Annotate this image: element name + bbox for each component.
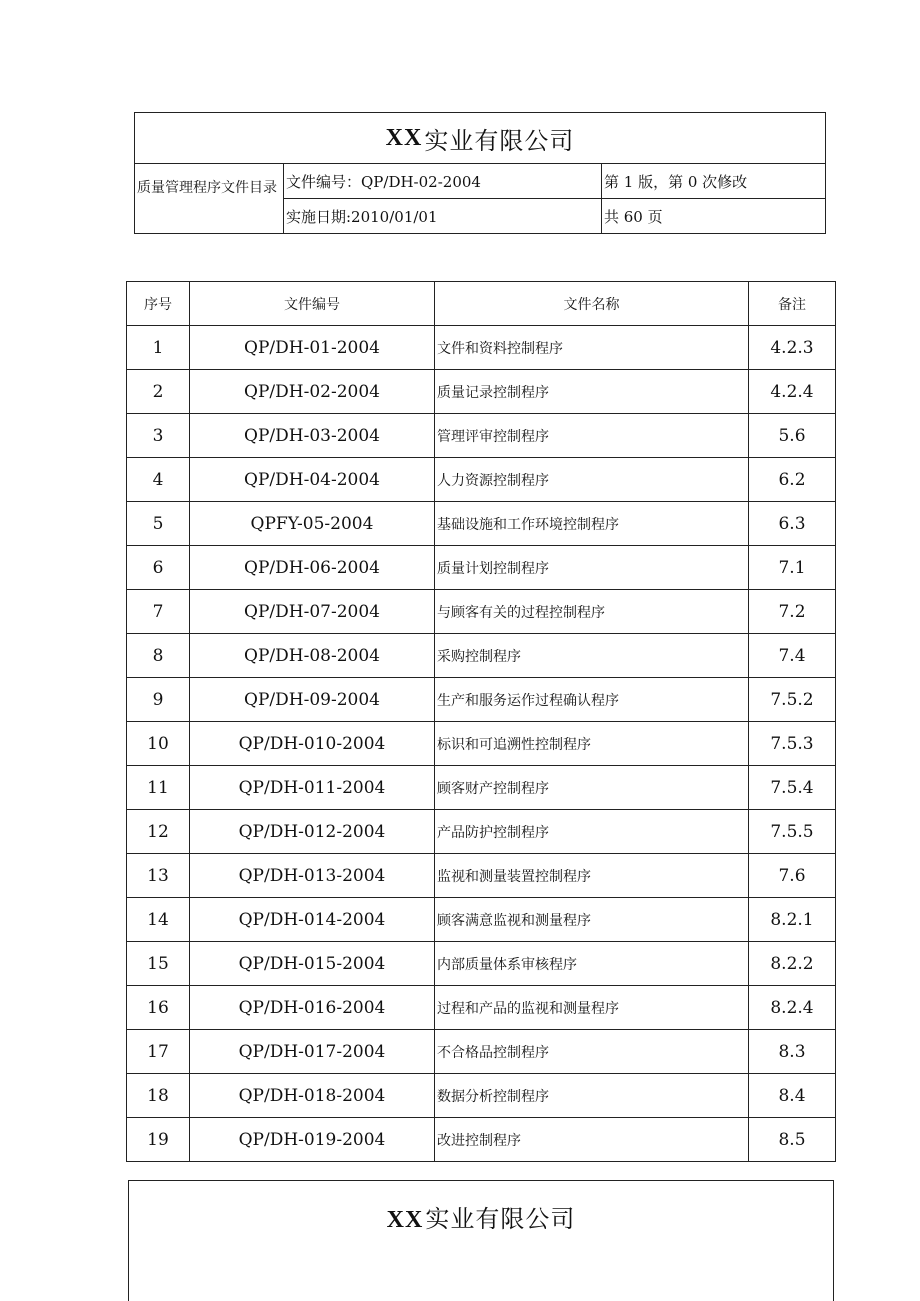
next-page-header [128,1180,834,1301]
next-company-name-prefix: XX [386,1207,424,1233]
cell-no: 10 [127,722,190,766]
cell-note: 7.4 [749,634,836,678]
cell-name: 不合格品控制程序 [435,1030,749,1074]
table-body [127,326,836,1162]
cell-code: QP/DH-03-2004 [190,414,435,458]
cell-no: 4 [127,458,190,502]
cell-note: 8.3 [749,1030,836,1074]
cell-no: 6 [127,546,190,590]
cell-name: 采购控制程序 [435,634,749,678]
table-row [127,942,836,986]
table-row [127,370,836,414]
cell-no: 13 [127,854,190,898]
cell-note: 6.3 [749,502,836,546]
next-company-name-suffix: 实业有限公司 [425,1205,576,1233]
cell-no: 15 [127,942,190,986]
cell-name: 生产和服务运作过程确认程序 [435,678,749,722]
cell-name: 质量计划控制程序 [435,546,749,590]
cell-no: 19 [127,1118,190,1162]
cell-note: 7.1 [749,546,836,590]
table-row [127,1074,836,1118]
document-header [134,112,826,234]
table-row [127,634,836,678]
cell-no: 12 [127,810,190,854]
table-row [127,898,836,942]
table-row [127,722,836,766]
cell-no: 17 [127,1030,190,1074]
cell-no: 3 [127,414,190,458]
cell-note: 8.4 [749,1074,836,1118]
cell-name: 管理评审控制程序 [435,414,749,458]
cell-note: 8.2.4 [749,986,836,1030]
company-name-prefix: XX [385,124,423,151]
cell-no: 2 [127,370,190,414]
cell-note: 5.6 [749,414,836,458]
cell-code: QP/DH-010-2004 [190,722,435,766]
cell-note: 6.2 [749,458,836,502]
cell-name: 产品防护控制程序 [435,810,749,854]
cell-name: 人力资源控制程序 [435,458,749,502]
header-meta [135,164,825,234]
column-header-code: 文件编号 [190,282,435,326]
cell-note: 7.5.3 [749,722,836,766]
cell-name: 数据分析控制程序 [435,1074,749,1118]
table-row [127,502,836,546]
cell-name: 监视和测量装置控制程序 [435,854,749,898]
company-name-suffix: 实业有限公司 [424,126,575,155]
cell-name: 过程和产品的监视和测量程序 [435,986,749,1030]
cell-name: 内部质量体系审核程序 [435,942,749,986]
table-row [127,766,836,810]
cell-note: 8.5 [749,1118,836,1162]
cell-note: 7.6 [749,854,836,898]
table-row [127,546,836,590]
cell-note: 7.5.5 [749,810,836,854]
cell-name: 质量记录控制程序 [435,370,749,414]
cell-name: 文件和资料控制程序 [435,326,749,370]
table-row [127,458,836,502]
table-row [127,810,836,854]
cell-note: 8.2.1 [749,898,836,942]
cell-code: QP/DH-012-2004 [190,810,435,854]
cell-note: 4.2.4 [749,370,836,414]
column-header-note: 备注 [749,282,836,326]
file-number: 文件编号：QP/DH-02-2004 [284,164,602,199]
cell-code: QP/DH-04-2004 [190,458,435,502]
cell-no: 16 [127,986,190,1030]
cell-code: QP/DH-09-2004 [190,678,435,722]
table-row [127,326,836,370]
cell-code: QP/DH-017-2004 [190,1030,435,1074]
cell-no: 1 [127,326,190,370]
company-title [135,113,825,164]
cell-no: 18 [127,1074,190,1118]
cell-code: QPFY-05-2004 [190,502,435,546]
cell-note: 7.5.2 [749,678,836,722]
cell-code: QP/DH-014-2004 [190,898,435,942]
document-list-table [126,281,836,1162]
cell-name: 改进控制程序 [435,1118,749,1162]
cell-note: 8.2.2 [749,942,836,986]
cell-no: 14 [127,898,190,942]
cell-code: QP/DH-015-2004 [190,942,435,986]
cell-code: QP/DH-018-2004 [190,1074,435,1118]
table-row [127,854,836,898]
page-count: 共 60 页 [604,208,663,226]
cell-code: QP/DH-013-2004 [190,854,435,898]
table-row [127,678,836,722]
cell-name: 与顾客有关的过程控制程序 [435,590,749,634]
table-row [127,1030,836,1074]
cell-code: QP/DH-07-2004 [190,590,435,634]
table-row [127,590,836,634]
cell-name: 顾客满意监视和测量程序 [435,898,749,942]
table-header-row [127,282,836,326]
cell-code: QP/DH-06-2004 [190,546,435,590]
cell-no: 9 [127,678,190,722]
cell-no: 7 [127,590,190,634]
cell-code: QP/DH-01-2004 [190,326,435,370]
cell-code: QP/DH-019-2004 [190,1118,435,1162]
cell-no: 11 [127,766,190,810]
cell-name: 基础设施和工作环境控制程序 [435,502,749,546]
cell-code: QP/DH-011-2004 [190,766,435,810]
cell-no: 8 [127,634,190,678]
cell-note: 4.2.3 [749,326,836,370]
cell-code: QP/DH-08-2004 [190,634,435,678]
next-page-company-title [129,1199,833,1234]
implementation-date: 实施日期:2010/01/01 [284,199,602,234]
doc-title: 质量管理程序文件目录 [135,164,284,234]
cell-name: 标识和可追溯性控制程序 [435,722,749,766]
version-info: 第 1 版，第 0 次修改 [602,164,825,199]
cell-no: 5 [127,502,190,546]
cell-name: 顾客财产控制程序 [435,766,749,810]
column-header-no: 序号 [127,282,190,326]
table-row [127,414,836,458]
cell-note: 7.2 [749,590,836,634]
cell-code: QP/DH-016-2004 [190,986,435,1030]
cell-code: QP/DH-02-2004 [190,370,435,414]
cell-note: 7.5.4 [749,766,836,810]
table-row [127,1118,836,1162]
column-header-name: 文件名称 [435,282,749,326]
table-row [127,986,836,1030]
